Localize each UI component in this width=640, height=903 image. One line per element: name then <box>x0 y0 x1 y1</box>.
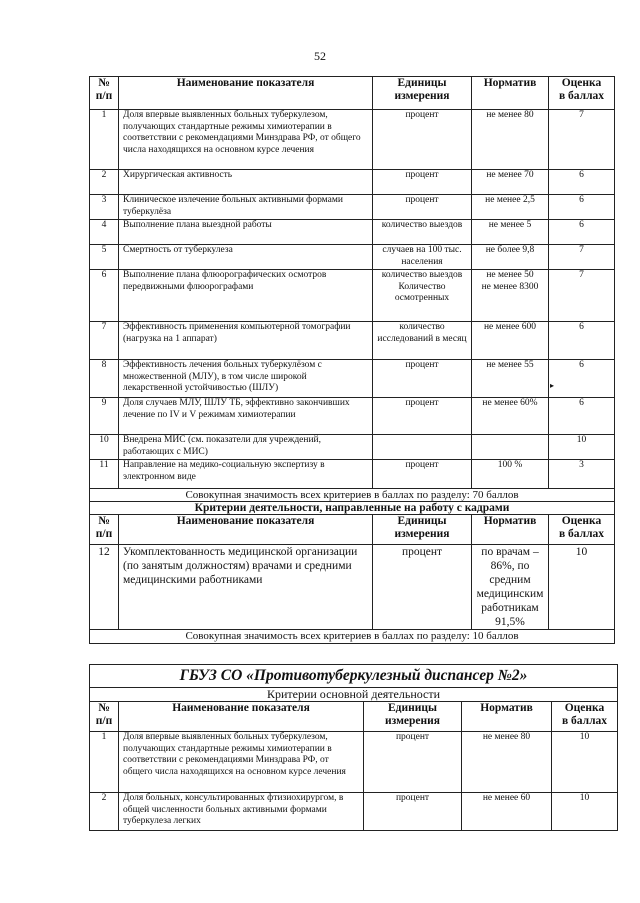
section-total: Совокупная значимость всех критериев в баллах по разделу: 10 баллов <box>90 630 615 644</box>
table-row: 6 Выполнение плана флюорографических осмотров передвижными флюорографами количество выездов Количество осмотренных не менее 50 не менее 8300 7 <box>90 270 615 322</box>
col-score: Оценка в баллах <box>549 77 615 110</box>
criteria-table-1 <box>89 76 615 644</box>
table-row: 9 Доля случаев МЛУ, ШЛУ ТБ, эффективно закончивших лечение по IV и V режимам химиотерапии процент не менее 60% 6 <box>90 398 615 435</box>
table-header: № п/п Наименование показателя Единицы измерения Норматив Оценка в баллах <box>90 515 615 545</box>
col-unit: Единицы измерения <box>373 77 472 110</box>
col-name: Наименование показателя <box>119 77 373 110</box>
table-row: 3 Клиническое излечение больных активными формами туберкулёза процент не менее 2,5 6 <box>90 195 615 220</box>
stray-mark: ▸ <box>550 381 555 390</box>
table-row: 2 Хирургическая активность процент не менее 70 6 <box>90 170 615 195</box>
table-row: 4 Выполнение плана выездной работы количество выездов не менее 5 6 <box>90 220 615 245</box>
table-row: 8 Эффективность лечения больных туберкулёзом с множественной (МЛУ), в том числе широкой лекарственной устойчивостью (ШЛУ) процент не менее 55 6 <box>90 360 615 398</box>
col-num: № п/п <box>90 77 119 110</box>
table-header: № п/п Наименование показателя Единицы измерения Норматив Оценка в баллах <box>90 702 618 732</box>
section-heading: Критерии основной деятельности <box>90 688 618 702</box>
table-row: 12 Укомплектованность медицинской организации (по занятым должностям) врачами и средними медицинскими работниками процент по врачам – 86%, по средним медицинским работникам 91,5% 10 <box>90 545 615 630</box>
section-heading: Критерии деятельности, направленные на работу с кадрами <box>90 502 615 515</box>
page-number: 52 <box>314 49 326 63</box>
col-norm: Норматив <box>472 77 549 110</box>
section-total: Совокупная значимость всех критериев в баллах по разделу: 70 баллов <box>90 489 615 502</box>
table-row: 10 Внедрена МИС (см. показатели для учреждений, работающих с МИС) 10 <box>90 435 615 460</box>
criteria-table-2 <box>89 664 618 831</box>
table-row: 1 Доля впервые выявленных больных туберкулезом, получающих стандартные режимы химиотерапии в соответствии с рекомендациями Минздрава РФ, от общего числа находящихся на основном курсе лечения процент не менее 80 7 <box>90 110 615 170</box>
institution-title: ГБУЗ СО «Противотуберкулезный диспансер №2» <box>90 665 618 688</box>
table-header <box>90 77 615 110</box>
table-row: 11 Направление на медико-социальную экспертизу в электронном виде процент 100 % 3 <box>90 460 615 489</box>
table-row: 2 Доля больных, консультированных фтизиохирургом, в общей численности больных активными формами туберкулеза легких процент не менее 60 10 <box>90 793 618 831</box>
table-row: 5 Смертность от туберкулеза случаев на 100 тыс. населения не более 9,8 7 <box>90 245 615 270</box>
table-row: 1 Доля впервые выявленных больных туберкулезом, получающих стандартные режимы химиотерапии в соответствии с рекомендациями Минздрава РФ, от общего числа находящихся на основном курсе лечения процент не менее 80 10 <box>90 732 618 793</box>
table-row: 7 Эффективность применения компьютерной томографии (нагрузка на 1 аппарат) количество исследований в месяц не менее 600 6 <box>90 322 615 360</box>
